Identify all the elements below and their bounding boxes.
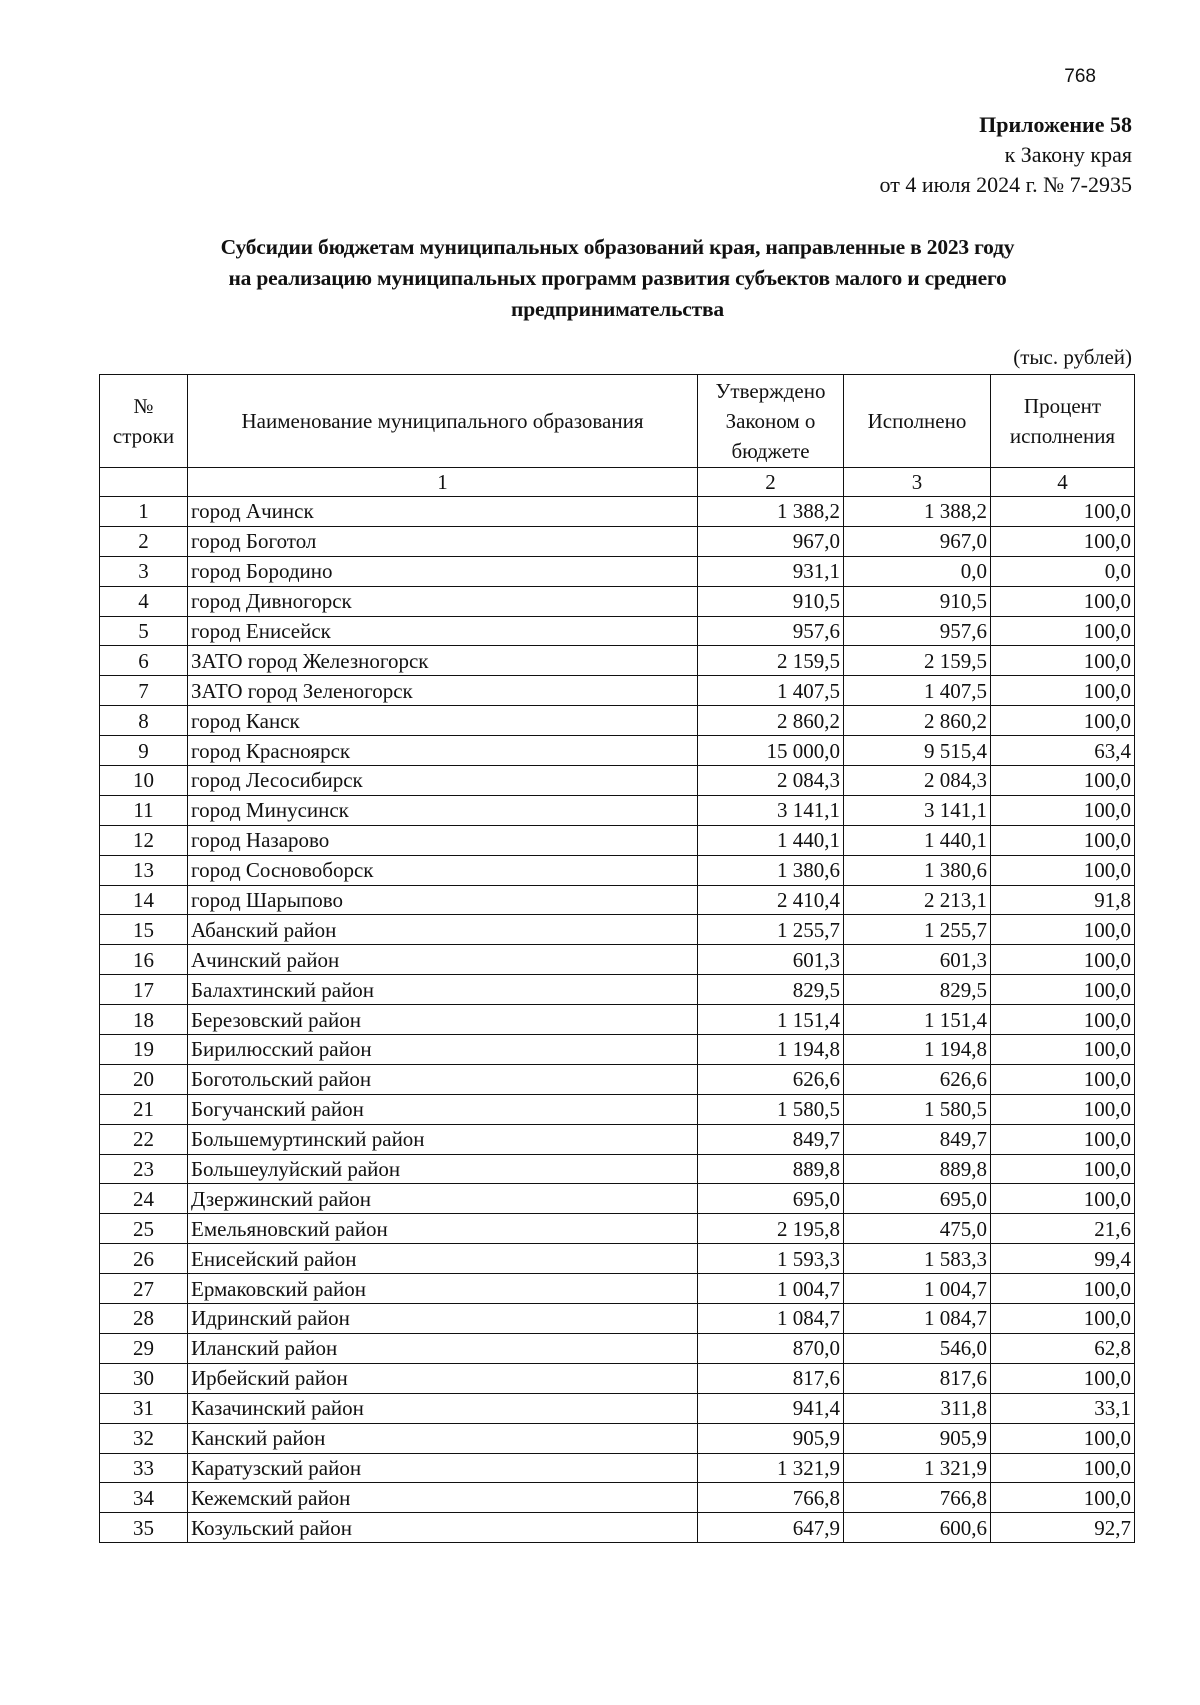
table-row (100, 1363, 1135, 1393)
table-row (100, 1064, 1135, 1094)
row-number-cell: 25 (100, 1214, 188, 1244)
column-index-4: 4 (991, 468, 1135, 497)
row-number-cell: 27 (100, 1274, 188, 1304)
municipality-name-cell: город Лесосибирск (188, 766, 698, 796)
approved-amount-cell: 870,0 (698, 1333, 844, 1363)
execution-percent-cell: 33,1 (991, 1393, 1135, 1423)
table-row (100, 1483, 1135, 1513)
municipality-name-cell: Ермаковский район (188, 1274, 698, 1304)
table-row (100, 855, 1135, 885)
table-row (100, 526, 1135, 556)
table-row (100, 1094, 1135, 1124)
table-row (100, 1453, 1135, 1483)
execution-percent-cell: 100,0 (991, 945, 1135, 975)
executed-amount-cell: 817,6 (844, 1363, 991, 1393)
municipality-name-cell: ЗАТО город Зеленогорск (188, 676, 698, 706)
row-number-cell: 9 (100, 736, 188, 766)
approved-amount-cell: 1 255,7 (698, 915, 844, 945)
approved-amount-cell: 647,9 (698, 1513, 844, 1543)
executed-amount-cell: 1 004,7 (844, 1274, 991, 1304)
municipality-name-cell: город Бородино (188, 556, 698, 586)
executed-amount-cell: 1 440,1 (844, 825, 991, 855)
execution-percent-cell: 100,0 (991, 1483, 1135, 1513)
table-column-index-row (100, 468, 1135, 497)
municipality-name-cell: город Красноярск (188, 736, 698, 766)
approved-amount-cell: 905,9 (698, 1423, 844, 1453)
table-row (100, 915, 1135, 945)
page-number: 768 (1064, 66, 1096, 87)
execution-percent-cell: 62,8 (991, 1333, 1135, 1363)
municipality-name-cell: город Минусинск (188, 795, 698, 825)
table-header-row (100, 375, 1135, 468)
executed-amount-cell: 849,7 (844, 1124, 991, 1154)
row-number-cell: 29 (100, 1333, 188, 1363)
municipality-name-cell: Ачинский район (188, 945, 698, 975)
executed-amount-cell: 1 583,3 (844, 1244, 991, 1274)
table-row (100, 945, 1135, 975)
table-row (100, 1393, 1135, 1423)
approved-amount-cell: 2 410,4 (698, 885, 844, 915)
execution-percent-cell: 100,0 (991, 915, 1135, 945)
execution-percent-cell: 100,0 (991, 526, 1135, 556)
appendix-block (880, 110, 1132, 200)
header-row-number: № строки (100, 375, 188, 468)
row-number-cell: 33 (100, 1453, 188, 1483)
executed-amount-cell: 967,0 (844, 526, 991, 556)
table-row (100, 1513, 1135, 1543)
executed-amount-cell: 3 141,1 (844, 795, 991, 825)
row-number-cell: 5 (100, 616, 188, 646)
municipality-name-cell: город Сосновоборск (188, 855, 698, 885)
municipality-name-cell: город Канск (188, 706, 698, 736)
column-index-1: 1 (188, 468, 698, 497)
approved-amount-cell: 1 380,6 (698, 855, 844, 885)
table-row (100, 1124, 1135, 1154)
table-row (100, 825, 1135, 855)
municipality-name-cell: ЗАТО город Железногорск (188, 646, 698, 676)
row-number-cell: 28 (100, 1304, 188, 1334)
units-label: (тыс. рублей) (1013, 345, 1132, 369)
table-row (100, 586, 1135, 616)
execution-percent-cell: 100,0 (991, 766, 1135, 796)
document-title-line-3: предпринимательства (511, 297, 724, 321)
municipality-name-cell: город Ачинск (188, 497, 698, 527)
municipality-name-cell: Березовский район (188, 1005, 698, 1035)
appendix-law-reference: к Закону края (1004, 142, 1132, 167)
row-number-cell: 3 (100, 556, 188, 586)
row-number-cell: 26 (100, 1244, 188, 1274)
table-row (100, 1423, 1135, 1453)
executed-amount-cell: 1 084,7 (844, 1304, 991, 1334)
appendix-title: Приложение 58 (979, 112, 1132, 137)
approved-amount-cell: 1 004,7 (698, 1274, 844, 1304)
approved-amount-cell: 1 388,2 (698, 497, 844, 527)
municipality-name-cell: Козульский район (188, 1513, 698, 1543)
execution-percent-cell: 100,0 (991, 1274, 1135, 1304)
execution-percent-cell: 100,0 (991, 1423, 1135, 1453)
executed-amount-cell: 626,6 (844, 1064, 991, 1094)
row-number-cell: 31 (100, 1393, 188, 1423)
execution-percent-cell: 100,0 (991, 1005, 1135, 1035)
row-number-cell: 14 (100, 885, 188, 915)
execution-percent-cell: 100,0 (991, 706, 1135, 736)
row-number-cell: 35 (100, 1513, 188, 1543)
executed-amount-cell: 0,0 (844, 556, 991, 586)
row-number-cell: 34 (100, 1483, 188, 1513)
executed-amount-cell: 2 084,3 (844, 766, 991, 796)
municipality-name-cell: Иланский район (188, 1333, 698, 1363)
approved-amount-cell: 829,5 (698, 975, 844, 1005)
table-row (100, 646, 1135, 676)
row-number-cell: 30 (100, 1363, 188, 1393)
approved-amount-cell: 3 141,1 (698, 795, 844, 825)
approved-amount-cell: 1 440,1 (698, 825, 844, 855)
execution-percent-cell: 100,0 (991, 795, 1135, 825)
execution-percent-cell: 63,4 (991, 736, 1135, 766)
table-row (100, 1304, 1135, 1334)
approved-amount-cell: 626,6 (698, 1064, 844, 1094)
table-row (100, 885, 1135, 915)
approved-amount-cell: 1 321,9 (698, 1453, 844, 1483)
municipality-name-cell: Кежемский район (188, 1483, 698, 1513)
approved-amount-cell: 1 151,4 (698, 1005, 844, 1035)
row-number-cell: 8 (100, 706, 188, 736)
row-number-cell: 11 (100, 795, 188, 825)
header-approved-by-law: Утверждено Законом о бюджете (698, 375, 844, 468)
execution-percent-cell: 100,0 (991, 1124, 1135, 1154)
header-municipality-name: Наименование муниципального образования (188, 375, 698, 468)
municipality-name-cell: Емельяновский район (188, 1214, 698, 1244)
executed-amount-cell: 475,0 (844, 1214, 991, 1244)
executed-amount-cell: 1 194,8 (844, 1035, 991, 1065)
table-row (100, 1035, 1135, 1065)
municipality-name-cell: Большеулуйский район (188, 1154, 698, 1184)
appendix-law-date: от 4 июля 2024 г. № 7-2935 (879, 172, 1132, 197)
approved-amount-cell: 601,3 (698, 945, 844, 975)
execution-percent-cell: 100,0 (991, 975, 1135, 1005)
executed-amount-cell: 311,8 (844, 1393, 991, 1423)
row-number-cell: 1 (100, 497, 188, 527)
municipality-name-cell: Ирбейский район (188, 1363, 698, 1393)
approved-amount-cell: 15 000,0 (698, 736, 844, 766)
executed-amount-cell: 910,5 (844, 586, 991, 616)
execution-percent-cell: 100,0 (991, 1363, 1135, 1393)
municipality-name-cell: город Дивногорск (188, 586, 698, 616)
table-row (100, 497, 1135, 527)
execution-percent-cell: 91,8 (991, 885, 1135, 915)
approved-amount-cell: 766,8 (698, 1483, 844, 1513)
table-row (100, 706, 1135, 736)
executed-amount-cell: 1 321,9 (844, 1453, 991, 1483)
table-row (100, 736, 1135, 766)
row-number-cell: 4 (100, 586, 188, 616)
row-number-cell: 2 (100, 526, 188, 556)
executed-amount-cell: 2 860,2 (844, 706, 991, 736)
executed-amount-cell: 9 515,4 (844, 736, 991, 766)
executed-amount-cell: 695,0 (844, 1184, 991, 1214)
municipality-name-cell: Казачинский район (188, 1393, 698, 1423)
approved-amount-cell: 2 195,8 (698, 1214, 844, 1244)
row-number-cell: 17 (100, 975, 188, 1005)
row-number-cell: 20 (100, 1064, 188, 1094)
municipality-name-cell: Дзержинский район (188, 1184, 698, 1214)
table-row (100, 1274, 1135, 1304)
municipality-name-cell: Большемуртинский район (188, 1124, 698, 1154)
execution-percent-cell: 100,0 (991, 586, 1135, 616)
table-row (100, 1184, 1135, 1214)
approved-amount-cell: 889,8 (698, 1154, 844, 1184)
execution-percent-cell: 100,0 (991, 1064, 1135, 1094)
approved-amount-cell: 695,0 (698, 1184, 844, 1214)
execution-percent-cell: 100,0 (991, 1035, 1135, 1065)
approved-amount-cell: 1 194,8 (698, 1035, 844, 1065)
municipality-name-cell: Енисейский район (188, 1244, 698, 1274)
approved-amount-cell: 1 593,3 (698, 1244, 844, 1274)
table-row (100, 795, 1135, 825)
executed-amount-cell: 1 380,6 (844, 855, 991, 885)
execution-percent-cell: 100,0 (991, 676, 1135, 706)
execution-percent-cell: 100,0 (991, 1453, 1135, 1483)
execution-percent-cell: 99,4 (991, 1244, 1135, 1274)
approved-amount-cell: 2 860,2 (698, 706, 844, 736)
execution-percent-cell: 100,0 (991, 1304, 1135, 1334)
table-row (100, 1154, 1135, 1184)
approved-amount-cell: 1 084,7 (698, 1304, 844, 1334)
row-number-cell: 22 (100, 1124, 188, 1154)
row-number-cell: 10 (100, 766, 188, 796)
row-number-cell: 6 (100, 646, 188, 676)
approved-amount-cell: 931,1 (698, 556, 844, 586)
execution-percent-cell: 100,0 (991, 825, 1135, 855)
execution-percent-cell: 0,0 (991, 556, 1135, 586)
column-index-0 (100, 468, 188, 497)
document-title-line-2: на реализацию муниципальных программ развития субъектов малого и среднего (228, 266, 1007, 290)
execution-percent-cell: 92,7 (991, 1513, 1135, 1543)
executed-amount-cell: 2 213,1 (844, 885, 991, 915)
executed-amount-cell: 905,9 (844, 1423, 991, 1453)
header-executed: Исполнено (844, 375, 991, 468)
row-number-cell: 13 (100, 855, 188, 885)
subsidies-table (99, 374, 1135, 1543)
row-number-cell: 32 (100, 1423, 188, 1453)
executed-amount-cell: 766,8 (844, 1483, 991, 1513)
table-row (100, 1005, 1135, 1035)
execution-percent-cell: 100,0 (991, 1184, 1135, 1214)
municipality-name-cell: город Шарыпово (188, 885, 698, 915)
executed-amount-cell: 1 151,4 (844, 1005, 991, 1035)
executed-amount-cell: 546,0 (844, 1333, 991, 1363)
document-title-line-1: Субсидии бюджетам муниципальных образований края, направленные в 2023 году (220, 235, 1015, 259)
municipality-name-cell: город Боготол (188, 526, 698, 556)
executed-amount-cell: 1 407,5 (844, 676, 991, 706)
approved-amount-cell: 849,7 (698, 1124, 844, 1154)
municipality-name-cell: город Енисейск (188, 616, 698, 646)
table-body (100, 497, 1135, 1543)
approved-amount-cell: 1 580,5 (698, 1094, 844, 1124)
column-index-3: 3 (844, 468, 991, 497)
execution-percent-cell: 100,0 (991, 616, 1135, 646)
execution-percent-cell: 100,0 (991, 646, 1135, 676)
municipality-name-cell: Боготольский район (188, 1064, 698, 1094)
table-row (100, 1333, 1135, 1363)
table-row (100, 676, 1135, 706)
table-row (100, 1244, 1135, 1274)
row-number-cell: 16 (100, 945, 188, 975)
document-title (100, 232, 1135, 325)
row-number-cell: 7 (100, 676, 188, 706)
execution-percent-cell: 100,0 (991, 1094, 1135, 1124)
municipality-name-cell: Балахтинский район (188, 975, 698, 1005)
table-row (100, 616, 1135, 646)
row-number-cell: 21 (100, 1094, 188, 1124)
municipality-name-cell: Идринский район (188, 1304, 698, 1334)
row-number-cell: 23 (100, 1154, 188, 1184)
execution-percent-cell: 100,0 (991, 497, 1135, 527)
executed-amount-cell: 957,6 (844, 616, 991, 646)
municipality-name-cell: Каратузский район (188, 1453, 698, 1483)
executed-amount-cell: 1 255,7 (844, 915, 991, 945)
municipality-name-cell: Канский район (188, 1423, 698, 1453)
column-index-2: 2 (698, 468, 844, 497)
row-number-cell: 24 (100, 1184, 188, 1214)
approved-amount-cell: 967,0 (698, 526, 844, 556)
executed-amount-cell: 829,5 (844, 975, 991, 1005)
municipality-name-cell: город Назарово (188, 825, 698, 855)
approved-amount-cell: 941,4 (698, 1393, 844, 1423)
row-number-cell: 12 (100, 825, 188, 855)
approved-amount-cell: 2 159,5 (698, 646, 844, 676)
approved-amount-cell: 957,6 (698, 616, 844, 646)
executed-amount-cell: 600,6 (844, 1513, 991, 1543)
approved-amount-cell: 817,6 (698, 1363, 844, 1393)
executed-amount-cell: 1 580,5 (844, 1094, 991, 1124)
table-row (100, 975, 1135, 1005)
header-execution-percent: Процент исполнения (991, 375, 1135, 468)
execution-percent-cell: 21,6 (991, 1214, 1135, 1244)
municipality-name-cell: Бирилюсский район (188, 1035, 698, 1065)
municipality-name-cell: Абанский район (188, 915, 698, 945)
approved-amount-cell: 910,5 (698, 586, 844, 616)
executed-amount-cell: 1 388,2 (844, 497, 991, 527)
table-row (100, 556, 1135, 586)
row-number-cell: 18 (100, 1005, 188, 1035)
row-number-cell: 15 (100, 915, 188, 945)
table-row (100, 766, 1135, 796)
execution-percent-cell: 100,0 (991, 1154, 1135, 1184)
executed-amount-cell: 2 159,5 (844, 646, 991, 676)
table-row (100, 1214, 1135, 1244)
approved-amount-cell: 1 407,5 (698, 676, 844, 706)
executed-amount-cell: 601,3 (844, 945, 991, 975)
row-number-cell: 19 (100, 1035, 188, 1065)
approved-amount-cell: 2 084,3 (698, 766, 844, 796)
executed-amount-cell: 889,8 (844, 1154, 991, 1184)
execution-percent-cell: 100,0 (991, 855, 1135, 885)
municipality-name-cell: Богучанский район (188, 1094, 698, 1124)
